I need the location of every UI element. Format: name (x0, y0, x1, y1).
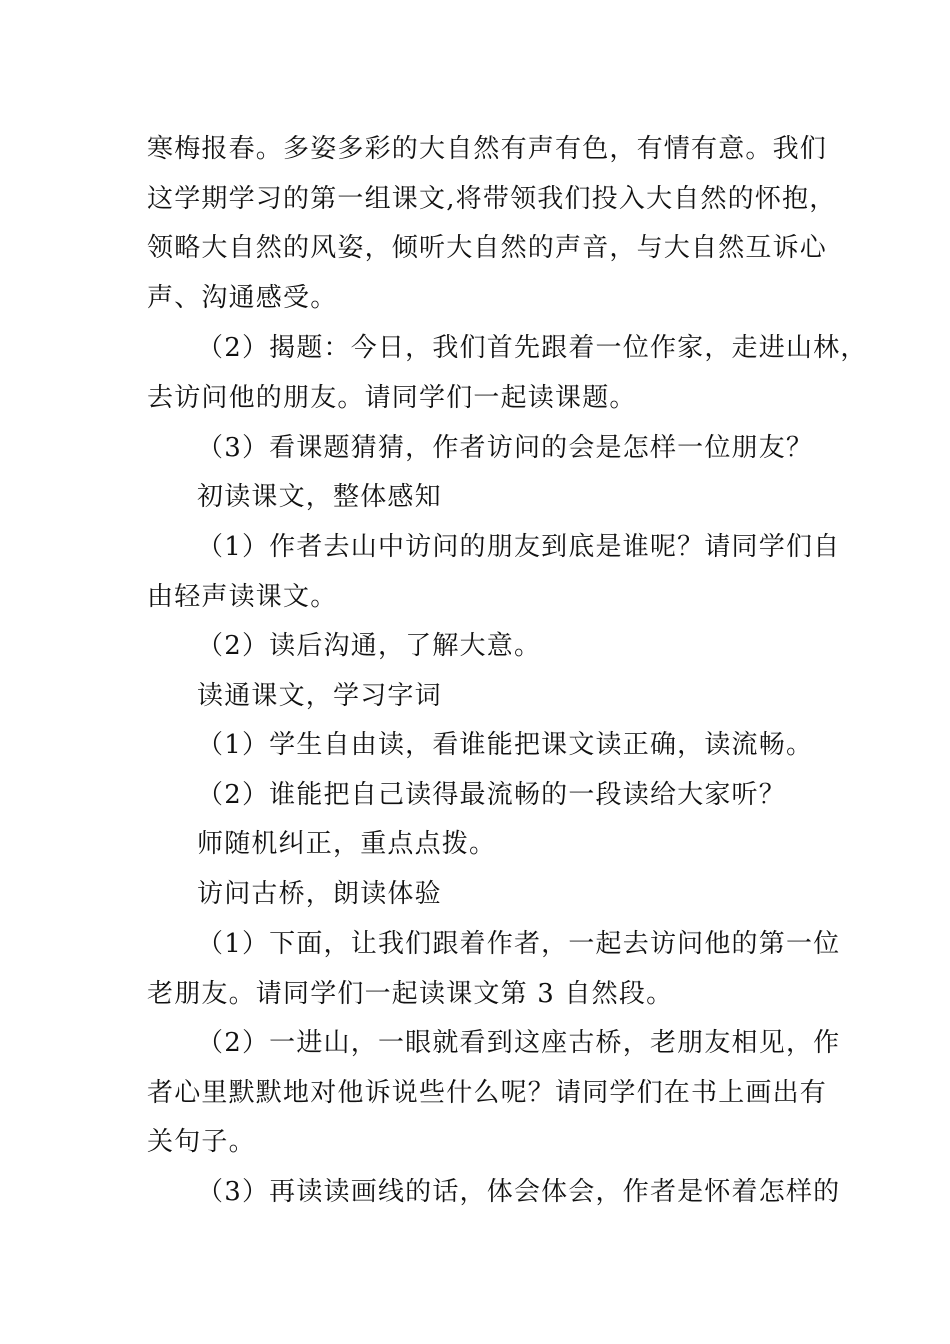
paragraph-follow-author (147, 920, 841, 1019)
paragraph-reveal-title (147, 324, 868, 423)
paragraph-teacher-correct (147, 820, 807, 870)
text-line: （1）学生自由读，看谁能把课文读正确，读流畅。 (197, 730, 814, 760)
text-line: 老朋友。请同学们一起读课文第 3 自然段。 (147, 978, 674, 1009)
paragraph-reread (147, 1168, 841, 1218)
section-heading-first-reading (147, 473, 807, 523)
paragraph-old-bridge (147, 1019, 841, 1168)
text-line: 关句子。 (147, 1127, 256, 1157)
text-line: 去访问他的朋友。请同学们一起读课题。 (147, 382, 637, 413)
text-line: 这学期学习的第一组课文,将带领我们投入大自然的怀抱， (147, 183, 837, 214)
text-line: （2）谁能把自己读得最流畅的一段读给大家听？ (197, 780, 786, 810)
text-line: （1）下面，让我们跟着作者，一起去访问他的第一位 (197, 929, 841, 959)
paragraph-discuss (147, 622, 807, 672)
paragraph-guess-title (147, 424, 814, 474)
text-line: 由轻声读课文。 (147, 581, 338, 612)
text-line: 读通课文，学习字词 (197, 681, 442, 711)
text-line: 领略大自然的风姿，倾听大自然的声音，与大自然互诉心 (147, 233, 828, 263)
paragraph-read-aloud (147, 771, 807, 821)
text-line: 者心里默默地对他诉说些什么呢？请同学们在书上画出有 (147, 1077, 828, 1108)
section-heading-read-through (147, 672, 807, 722)
text-line: （2）一进山，一眼就看到这座古桥，老朋友相见，作 (197, 1028, 841, 1058)
text-line: （3）再读读画线的话，体会体会，作者是怀着怎样的 (197, 1177, 841, 1207)
paragraph-who-friend (147, 523, 841, 622)
text-line: 访问古桥，朗读体验 (197, 879, 442, 909)
text-line: （2）揭题：今日，我们首先跟着一位作家，走进山林， (197, 333, 868, 363)
section-heading-visit-bridge (147, 870, 807, 920)
text-line: 寒梅报春。多姿多彩的大自然有声有色，有情有意。我们 (147, 134, 828, 164)
paragraph-free-reading (147, 721, 814, 771)
paragraph-intro (147, 125, 837, 323)
text-line: （3）看课题猜猜，作者访问的会是怎样一位朋友？ (197, 433, 814, 463)
text-line: （1）作者去山中访问的朋友到底是谁呢？请同学们自 (197, 532, 841, 562)
text-line: 声、沟通感受。 (147, 282, 338, 313)
text-line: （2）读后沟通，了解大意。 (197, 631, 542, 661)
text-line: 师随机纠正，重点点拨。 (197, 829, 497, 859)
text-line: 初读课文，整体感知 (197, 482, 442, 512)
